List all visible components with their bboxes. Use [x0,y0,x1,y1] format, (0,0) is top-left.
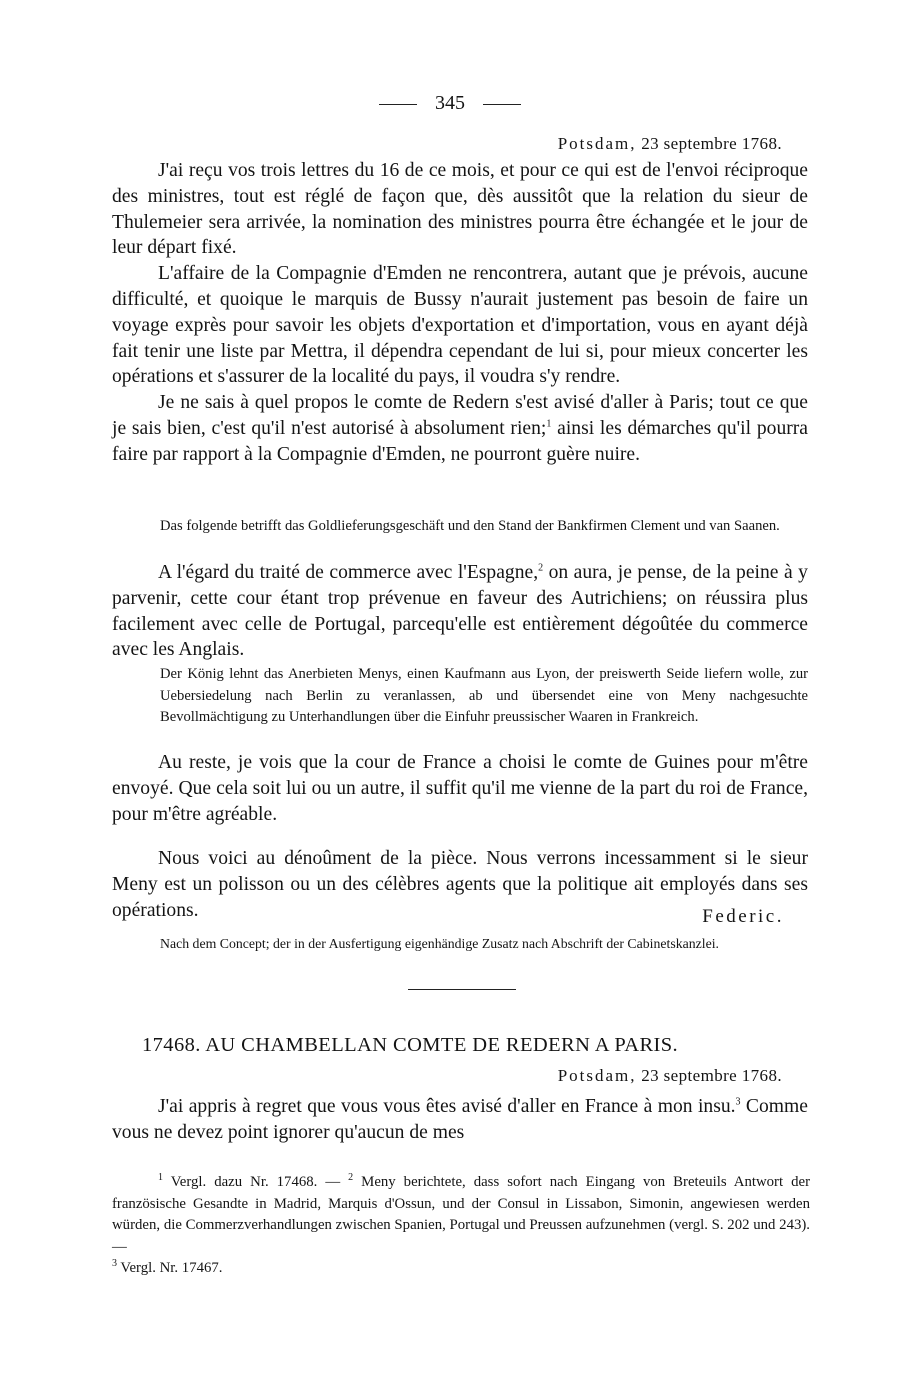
footnote-mark: 2 [348,1172,354,1184]
paragraph [112,1094,808,1146]
paragraph-text: Je ne sais à quel propos le comte de Redern s'est avisé d'aller à Paris; tout ce que je sais bien, c'est qu'il n'est autorisé à absolument rien; [112,392,808,439]
footnote-text: Vergl. Nr. 17467. [117,1260,223,1276]
dateline-date: 23 septembre 1768. [641,134,782,153]
paragraph-text: J'ai appris à regret que vous vous êtes avisé d'aller en France à mon insu. [158,1096,736,1117]
note-text: Nach dem Concept; der in der Ausfertigung eigenhändige Zusatz nach Abschrift der Cabinetskanzlei. [160,936,719,951]
footnote-text: Vergl. dazu Nr. 17468. — [163,1174,349,1190]
footnote-mark: 1 [158,1172,163,1184]
section-divider [408,989,516,990]
letter2-body [112,1094,808,1146]
dateline-place: Potsdam, [557,134,637,153]
letter1-body-part3 [112,750,808,827]
source-note [112,934,808,954]
footnote-ref: 1 [546,418,552,430]
paragraph-text: A l'égard du traité de commerce avec l'Espagne, [158,562,539,583]
editorial-note [112,516,808,538]
page-header [0,90,900,116]
footnote-block [112,1172,810,1280]
letter1-body-part1 [112,158,808,468]
editorial-note [112,664,808,729]
paragraph: Au reste, je vois que la cour de France a choisi le comte de Guines pour m'être envoyé. Que cela soit lui ou un autre, il suffit qu'il me vienne de la part du roi de France, pour m'être agréable. [112,752,808,825]
paragraph: J'ai reçu vos trois lettres du 16 de ce mois, et pour ce qui est de l'envoi réciproque des ministres, tout est réglé de façon que, dès aussitôt que la relation du sieur de Thulemeier sera arrivée, la nomination des ministres pourra être échangée et le jour de leur départ fixé. [112,160,808,259]
letter-number: 17468. [142,1034,201,1056]
signature: Federic. [702,906,784,927]
letter1-body-part2 [112,560,808,663]
dateline-place: Potsdam, [557,1066,637,1085]
dateline-date: 23 septembre 1768. [641,1066,782,1085]
footnote-ref: 3 [735,1096,741,1108]
note-text: Das folgende betrifft das Goldlieferungsgeschäft und den Stand der Bankfirmen Clement und van Saanen. [160,518,780,534]
paragraph-text: ainsi les démarches qu'il pourra faire par rapport à la Compagnie d'Emden, ne pourront guère nuire. [112,417,808,465]
page-number: 345 [435,92,465,114]
header-rule-left [379,104,417,105]
footnote-ref: 2 [538,562,544,574]
letter1-dateline [558,134,782,154]
paragraph: Nous voici au dénoûment de la pièce. Nous verrons incessamment si le sieur Meny est un polisson ou un des célèbres agents que la politique ait employés dans ses opérations. [112,848,808,921]
header-rule-right [483,104,521,105]
footnotes [112,1172,810,1280]
paragraph [112,560,808,663]
paragraph: L'affaire de la Compagnie d'Emden ne rencontrera, autant que je prévois, aucune difficulté, et quoique le marquis de Bussy n'aurait justement pas besoin de faire un voyage exprès pour savoir les objets d'exportation et d'importation, vous en ayant déjà fait tenir une liste par Mettra, il dépendra cependant de lui si, pour mieux concerter les opérations et s'assurer de la localité du pays, il voudra s'y rendre. [112,263,808,388]
note-text: Der König lehnt das Anerbieten Menys, einen Kaufmann aus Lyon, der preiswerth Seide liefern wolle, zur Uebersiedelung nach Berlin zu veranlassen, ab und übersendet eine von Meny nachgesuchte Bevollmächtigung zu Unterhandlungen über die Einfuhr preussischer Waaren in Frankreich. [160,666,808,725]
paragraph [112,390,808,467]
letter-title: AU CHAMBELLAN COMTE DE REDERN A PARIS. [205,1034,679,1056]
footnote-mark: 3 [112,1258,117,1270]
paragraph-text: on aura, je pense, de la peine à y parvenir, cette cour étant trop prévenue en faveur des Autrichiens; on réussira plus facilement avec celle de Portugal, parcequ'elle est entièrement dégoûtée du commerce avec les Anglais. [112,562,808,661]
paragraph-text: Comme vous ne devez point ignorer qu'aucun de mes [112,1096,808,1143]
letter-heading [142,1034,802,1057]
letter2-dateline [558,1066,782,1086]
footnote-text: Meny berichtete, dass sofort nach Eingang von Breteuils Antwort der französische Gesandte in Madrid, Marquis d'Ossun, und der Consul in Lissabon, Simonin, angewiesen werden würden, die Commerzverhandlungen zwischen Spanien, Portugal und Preussen aufzunehmen (vergl. S. 202 und 243). — [112,1174,810,1255]
